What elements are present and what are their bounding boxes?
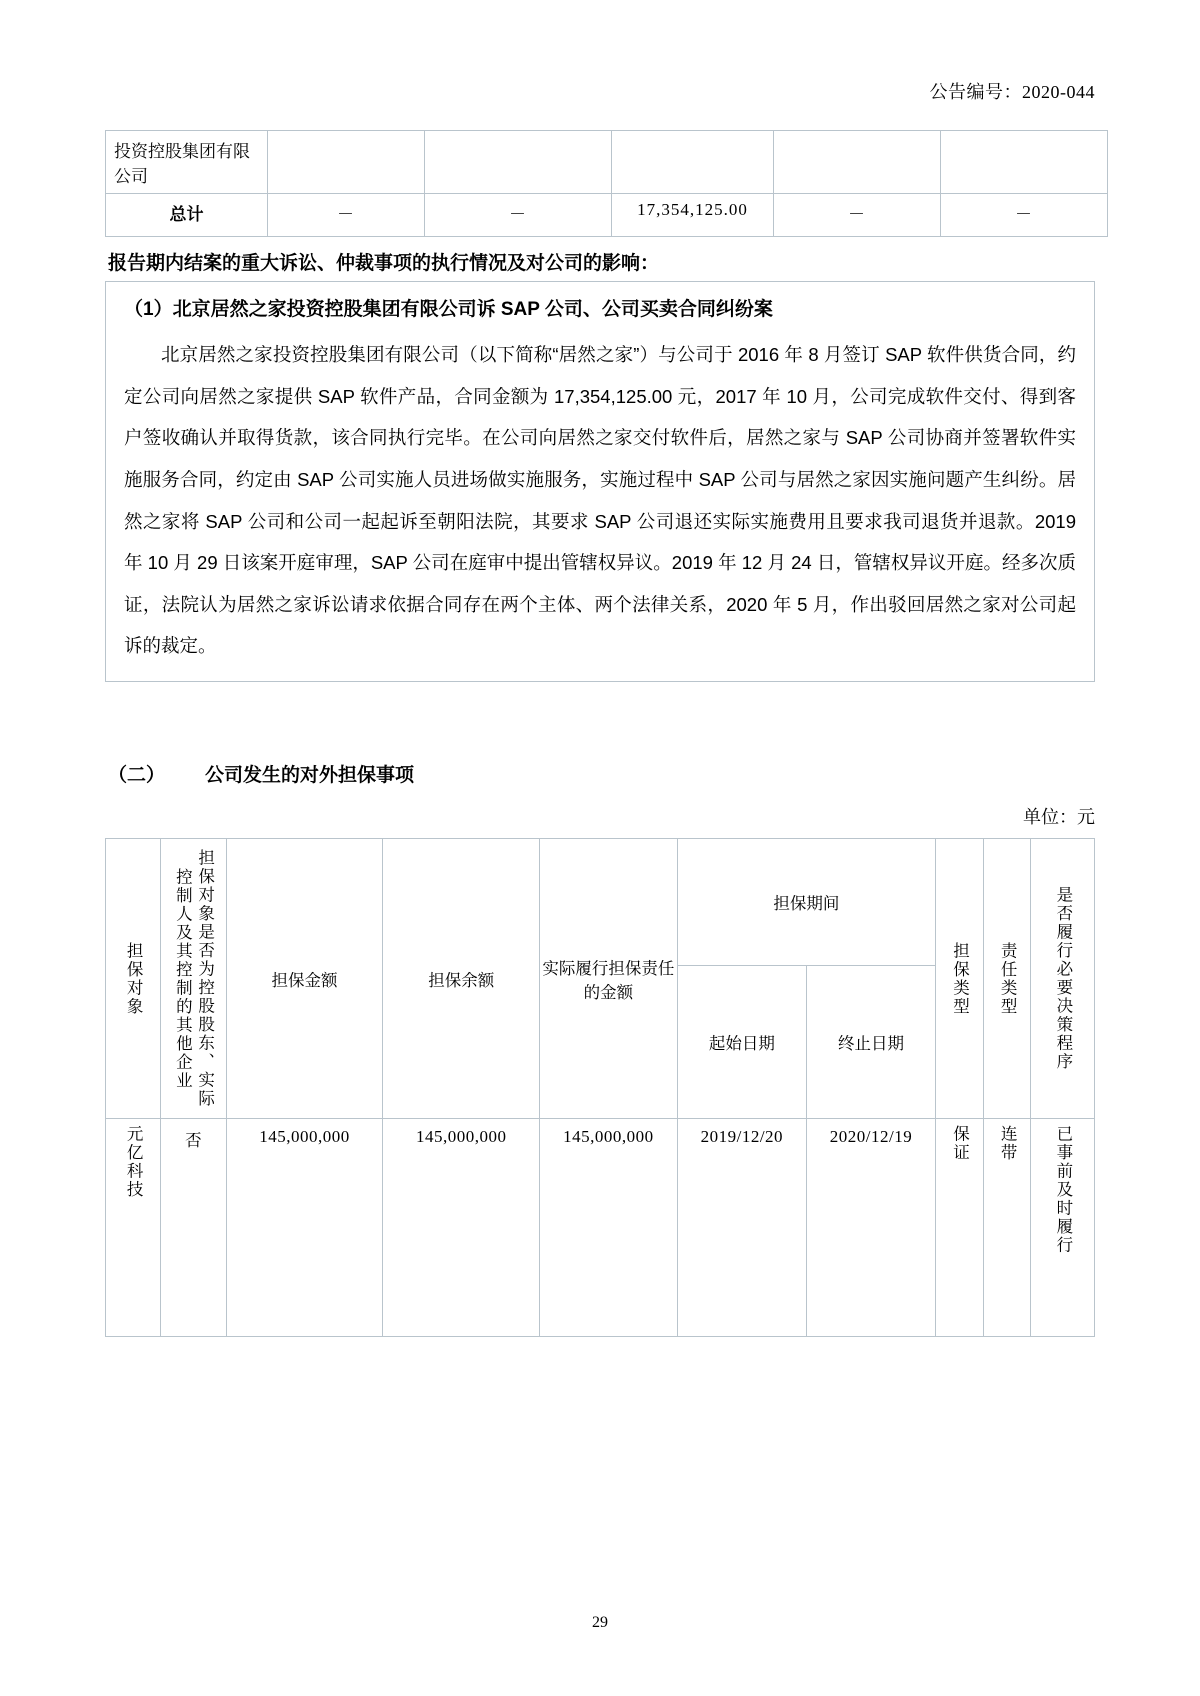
cell-guarantee-type-label: 保证 [950,1125,969,1162]
cell-object-label: 元亿科技 [124,1125,143,1199]
cell-empty-2 [425,131,612,194]
litigation-summary-table [105,130,1108,237]
cell-company-name: 投资控股集团有限公司 [106,131,268,194]
cell-total-dash-2: － [425,194,612,237]
table-row-total [106,194,1108,237]
case-body: 北京居然之家投资控股集团有限公司（以下简称“居然之家”）与公司于 2016 年 8 月签订 SAP 软件供货合同，约定公司向居然之家提供 SAP 软件产品，合同金额为 17,354,125.00 元，2017 年 10 月，公司完成软件交付、得到客户签收确认并取得货款，该合同执行完毕。在公司向居然之家交付软件后，居然之家与 SAP 公司协商并签署软件实施服务合同，约定由 SAP 公司实施人员进场做实施服务，实施过程中 SAP 公司与居然之家因实施问题产生纠纷。居然之家将 SAP 公司和公司一起起诉至朝阳法院，其要求 SAP 公司退还实际实施费用且要求我司退货并退款。2019 年 10 月 29 日该案开庭审理，SAP 公司在庭审中提出管辖权异议。2019 年 12 月 24 日，管辖权异议开庭。经多次质证，法院认为居然之家诉讼请求依据合同存在两个主体、两个法律关系，2020 年 5 月，作出驳回居然之家对公司起诉的裁定。 [124,344,1076,657]
cell-procedure-label: 已事前及时履行 [1053,1125,1072,1255]
cell-object [106,1119,161,1337]
header-end-date: 终止日期 [806,966,935,1119]
header-object [106,839,161,1119]
table-row [106,131,1108,194]
cell-total-amount: 17,354,125.00 [612,194,774,237]
cell-total-dash-3: － [774,194,941,237]
cell-empty-1 [268,131,425,194]
cell-amount: 145,000,000 [226,1119,383,1337]
header-liability-type-label: 责任类型 [998,941,1017,1016]
cell-total-label: 总计 [106,194,268,237]
case-description-box [105,281,1095,682]
subsection-heading [108,760,414,787]
cell-empty-5 [941,131,1108,194]
cell-end-date: 2020/12/19 [806,1119,935,1337]
cell-balance: 145,000,000 [383,1119,540,1337]
cell-liability-type [983,1119,1031,1337]
cell-start-date: 2019/12/20 [677,1119,806,1337]
unit-label: 单位：元 [1023,807,1095,827]
header-is-controlling-label: 担保对象是否为控股股东、实际控制人及其控制的其他企业 [173,849,214,1108]
cell-procedure [1031,1119,1095,1337]
table-row [106,1119,1095,1337]
header-actual-amount: 实际履行担保责任的金额 [540,839,678,1119]
header-period: 担保期间 [677,839,935,966]
header-liability-type [983,839,1031,1119]
subsection-label: （二） [108,765,166,786]
case-title: （1）北京居然之家投资控股集团有限公司诉 SAP 公司、公司买卖合同纠纷案 [124,299,773,320]
table-header-row-1 [106,839,1095,966]
cell-liability-type-label: 连带 [998,1125,1017,1162]
header-procedure [1031,839,1095,1119]
cell-empty-3 [612,131,774,194]
section-heading: 报告期内结案的重大诉讼、仲裁事项的执行情况及对公司的影响： [108,253,660,274]
header-procedure-label: 是否履行必要决策程序 [1053,886,1072,1071]
announcement-number: 公告编号：2020-044 [929,82,1095,102]
header-balance: 担保余额 [383,839,540,1119]
cell-is-controlling: 否 [161,1119,227,1337]
subsection-title: 公司发生的对外担保事项 [205,765,415,786]
cell-actual-amount: 145,000,000 [540,1119,678,1337]
header-guarantee-type [936,839,984,1119]
external-guarantee-table [105,838,1095,1337]
cell-empty-4 [774,131,941,194]
header-object-label: 担保对象 [124,941,143,1016]
header-start-date: 起始日期 [677,966,806,1119]
page-number: 29 [592,1614,608,1631]
cell-total-dash-4: － [941,194,1108,237]
cell-guarantee-type [936,1119,984,1337]
header-guarantee-type-label: 担保类型 [950,941,969,1016]
header-amount: 担保金额 [226,839,383,1119]
header-is-controlling [161,839,227,1119]
cell-total-dash-1: － [268,194,425,237]
